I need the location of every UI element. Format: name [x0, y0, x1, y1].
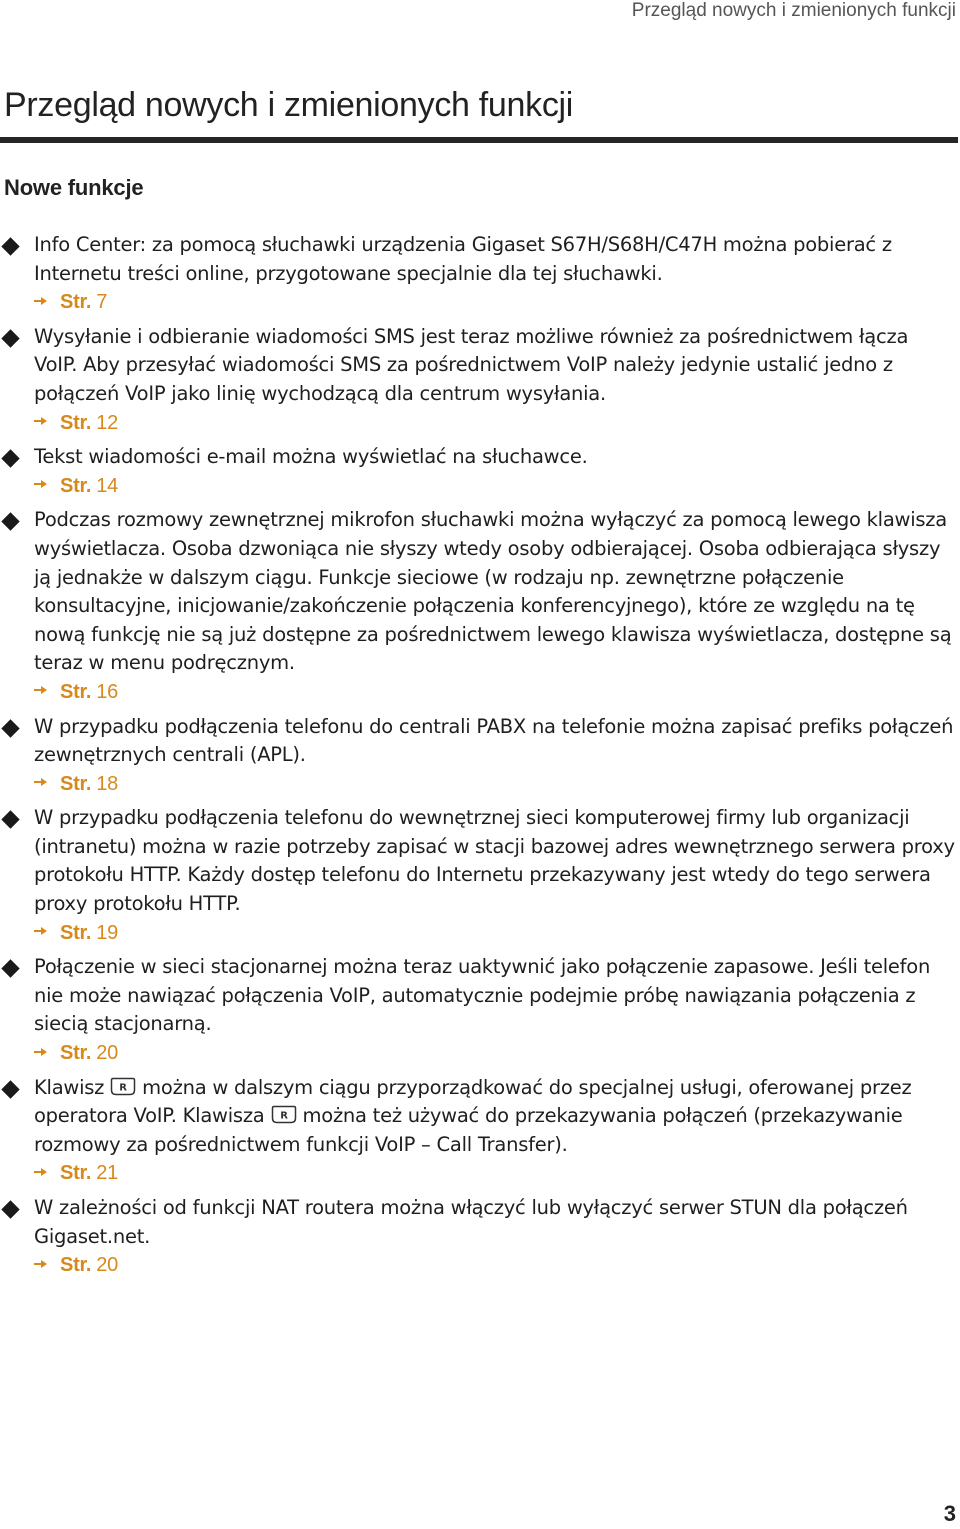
feature-item: [0, 804, 958, 947]
page-reference[interactable]: [34, 919, 956, 948]
diamond-bullet-icon: [1, 1080, 19, 1098]
arrow-right-icon: [34, 415, 48, 427]
reference-page: 7: [96, 291, 108, 314]
feature-item: [0, 953, 958, 1067]
feature-text: W zależności od funkcji NAT routera można włączyć lub wyłączyć serwer STUN dla połączeń Gigaset.net.: [34, 1196, 908, 1248]
reference-page: 16: [96, 680, 118, 703]
reference-page: 20: [96, 1042, 118, 1065]
page-reference[interactable]: [34, 409, 956, 438]
feature-text: Info Center: za pomocą słuchawki urządzenia Gigaset S67H/S68H/C47H można pobierać z Internetu treści online, przygotowane specjalnie dla tej słuchawki.: [34, 233, 892, 285]
feature-text: Klawisz: [34, 1075, 105, 1099]
reference-label: Str.: [60, 1254, 92, 1277]
title-rule: [0, 137, 958, 143]
page-reference[interactable]: [34, 1039, 956, 1068]
feature-text: Wysyłanie i odbieranie wiadomości SMS jest teraz możliwe również za pośrednictwem łącza VoIP. Aby przesyłać wiadomości SMS za pośrednictwem VoIP należy jedynie ustalić jedno z połączeń VoIP jako linię wychodzącą dla centrum wysyłania.: [34, 324, 909, 405]
diamond-bullet-icon: [1, 960, 19, 978]
page-reference[interactable]: [34, 1159, 956, 1188]
diamond-bullet-icon: [1, 329, 19, 347]
feature-text: Tekst wiadomości e-mail można wyświetlać na słuchawce.: [34, 445, 588, 469]
arrow-right-icon: [34, 1046, 48, 1058]
feature-item: [0, 231, 958, 317]
reference-page: 19: [96, 921, 118, 944]
diamond-bullet-icon: [1, 719, 19, 737]
reference-label: Str.: [60, 411, 92, 434]
svg-text:R: R: [119, 1082, 127, 1094]
arrow-right-icon: [34, 776, 48, 788]
feature-list: [0, 231, 958, 1286]
feature-text: Podczas rozmowy zewnętrznej mikrofon słuchawki można wyłączyć za pomocą lewego klawisza wyświetlacza. Osoba dzwoniąca nie słyszy wtedy osoby odbierającej. Osoba odbierająca słyszy ją jednakże w dalszym ciągu. Funkcje sieciowe (w rodzaju np. zewnętrzne połączenie konsultacyjne, inicjowanie/zakończenie połączenia konferencyjnego), które ze względu na tę nową funkcję nie są już dostępne za pośrednictwem lewego klawisza wyświetlacza, dostępne są teraz w menu podręcznym.: [34, 508, 952, 675]
reference-page: 12: [96, 411, 118, 434]
feature-item: [0, 1194, 958, 1280]
reference-label: Str.: [60, 291, 92, 314]
reference-page: 18: [96, 772, 118, 795]
reference-label: Str.: [60, 474, 92, 497]
diamond-bullet-icon: [1, 811, 19, 829]
section-heading: Nowe funkcje: [4, 175, 144, 200]
feature-text: można też używać do przekazywania połączeń (przekazywanie rozmowy za pośrednictwem funkcji VoIP – Call Transfer).: [34, 1104, 903, 1156]
diamond-bullet-icon: [1, 513, 19, 531]
arrow-right-icon: [34, 925, 48, 937]
reference-label: Str.: [60, 1042, 92, 1065]
reference-page: 21: [96, 1162, 118, 1185]
feature-item: [0, 1074, 958, 1188]
page-reference[interactable]: [34, 770, 956, 799]
feature-text: W przypadku podłączenia telefonu do wewnętrznej sieci komputerowej firmy lub organizacji (intranetu) można w razie potrzeby zapisać w stacji bazowej adres wewnętrznego serwera proxy protokołu HTTP. Każdy dostęp telefonu do Internetu przekazywany jest wtedy do tego serwera proxy protokołu HTTP.: [34, 806, 955, 916]
arrow-right-icon: [34, 684, 48, 696]
arrow-right-icon: [34, 295, 48, 307]
feature-text: W przypadku podłączenia telefonu do centrali PABX na telefonie można zapisać prefiks połączeń zewnętrznych centrali (APL).: [34, 714, 954, 767]
diamond-bullet-icon: [1, 449, 19, 467]
feature-item: [0, 506, 958, 706]
page-reference[interactable]: [34, 288, 956, 317]
arrow-right-icon: [34, 478, 48, 490]
r-key-icon: [110, 1077, 136, 1096]
feature-text: można w dalszym ciągu przyporządkować do specjalnej usługi, oferowanej przez operatora VoIP. Klawisza: [34, 1075, 912, 1128]
diamond-bullet-icon: [1, 237, 19, 255]
page-title: Przegląd nowych i zmienionych funkcji: [4, 86, 574, 124]
feature-item: [0, 443, 958, 500]
feature-item: [0, 323, 958, 437]
arrow-right-icon: [34, 1166, 48, 1178]
page-number: 3: [943, 1501, 956, 1526]
reference-label: Str.: [60, 921, 92, 944]
feature-item: [0, 713, 958, 799]
page-reference[interactable]: [34, 472, 956, 501]
reference-label: Str.: [60, 1162, 92, 1185]
svg-text:R: R: [279, 1110, 288, 1122]
running-header: Przegląd nowych i zmienionych funkcji: [631, 0, 956, 21]
arrow-right-icon: [34, 1258, 48, 1270]
page-reference[interactable]: [34, 678, 956, 707]
reference-label: Str.: [60, 680, 92, 703]
diamond-bullet-icon: [1, 1200, 19, 1218]
feature-text: Połączenie w sieci stacjonarnej można teraz uaktywnić jako połączenie zapasowe. Jeśli telefon nie może nawiązać połączenia VoIP, automatycznie podejmie próbę nawiązania połączenia z siecią stacjonarną.: [34, 955, 931, 1036]
reference-page: 14: [96, 474, 118, 497]
page-reference[interactable]: [34, 1251, 956, 1280]
r-key-icon: [271, 1105, 297, 1124]
reference-page: 20: [96, 1254, 118, 1277]
reference-label: Str.: [60, 772, 92, 795]
